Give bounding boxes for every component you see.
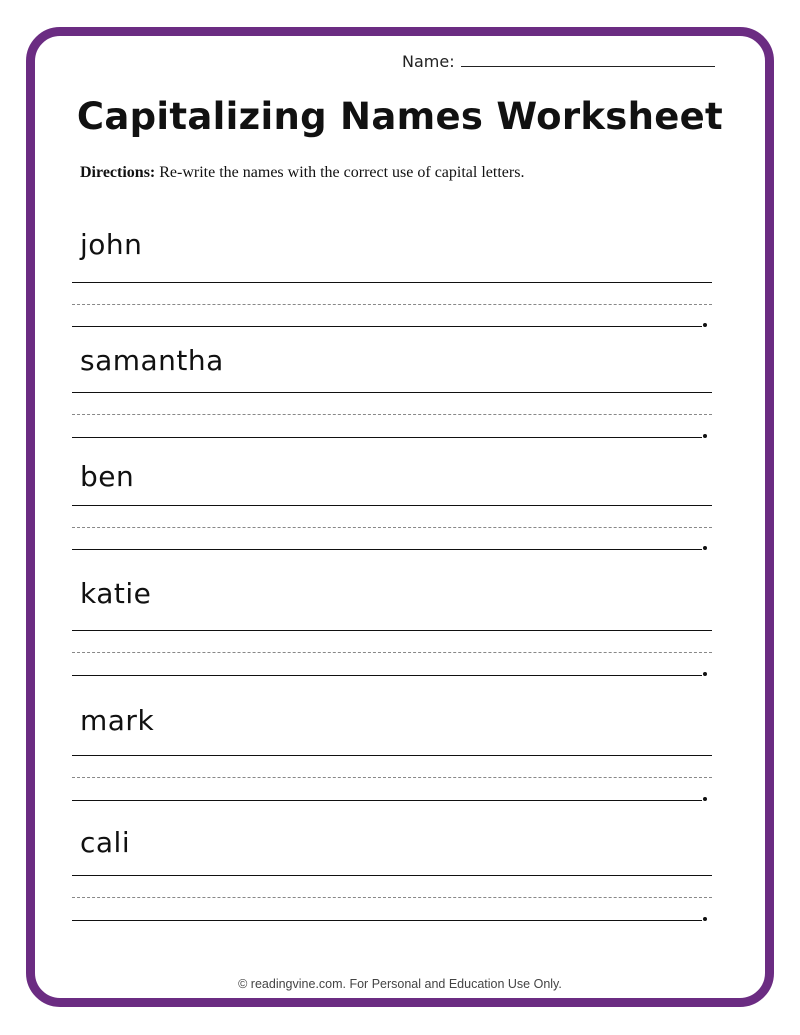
period-dot — [703, 917, 707, 921]
period-dot — [703, 323, 707, 327]
name-word: john — [80, 228, 143, 261]
writing-line-top[interactable] — [72, 630, 712, 631]
page-title: Capitalizing Names Worksheet — [76, 95, 724, 138]
name-word: ben — [80, 460, 135, 493]
writing-line-mid — [72, 304, 712, 305]
period-dot — [703, 434, 707, 438]
writing-line-base — [72, 549, 702, 550]
writing-line-base — [72, 437, 702, 438]
writing-line-top[interactable] — [72, 755, 712, 756]
writing-line-base — [72, 800, 702, 801]
directions-text: Re-write the names with the correct use of capital letters. — [155, 164, 525, 181]
name-blank-line[interactable] — [461, 54, 715, 67]
directions-label: Directions: — [80, 164, 156, 181]
writing-line-base — [72, 675, 702, 676]
writing-line-top[interactable] — [72, 875, 712, 876]
period-dot — [703, 546, 707, 550]
writing-line-top[interactable] — [72, 282, 712, 283]
writing-line-mid — [72, 414, 712, 415]
directions — [80, 164, 524, 182]
name-word: mark — [80, 704, 155, 737]
name-field — [402, 52, 715, 71]
writing-line-base — [72, 920, 702, 921]
writing-line-top[interactable] — [72, 392, 712, 393]
name-word: samantha — [80, 344, 224, 377]
writing-line-mid — [72, 777, 712, 778]
name-label: Name: — [402, 52, 455, 71]
name-word: cali — [80, 826, 131, 859]
period-dot — [703, 797, 707, 801]
writing-line-mid — [72, 652, 712, 653]
writing-line-base — [72, 326, 702, 327]
writing-line-top[interactable] — [72, 505, 712, 506]
writing-line-mid — [72, 897, 712, 898]
writing-line-mid — [72, 527, 712, 528]
name-word: katie — [80, 577, 152, 610]
period-dot — [703, 672, 707, 676]
copyright-footer: © readingvine.com. For Personal and Education Use Only. — [238, 977, 562, 991]
